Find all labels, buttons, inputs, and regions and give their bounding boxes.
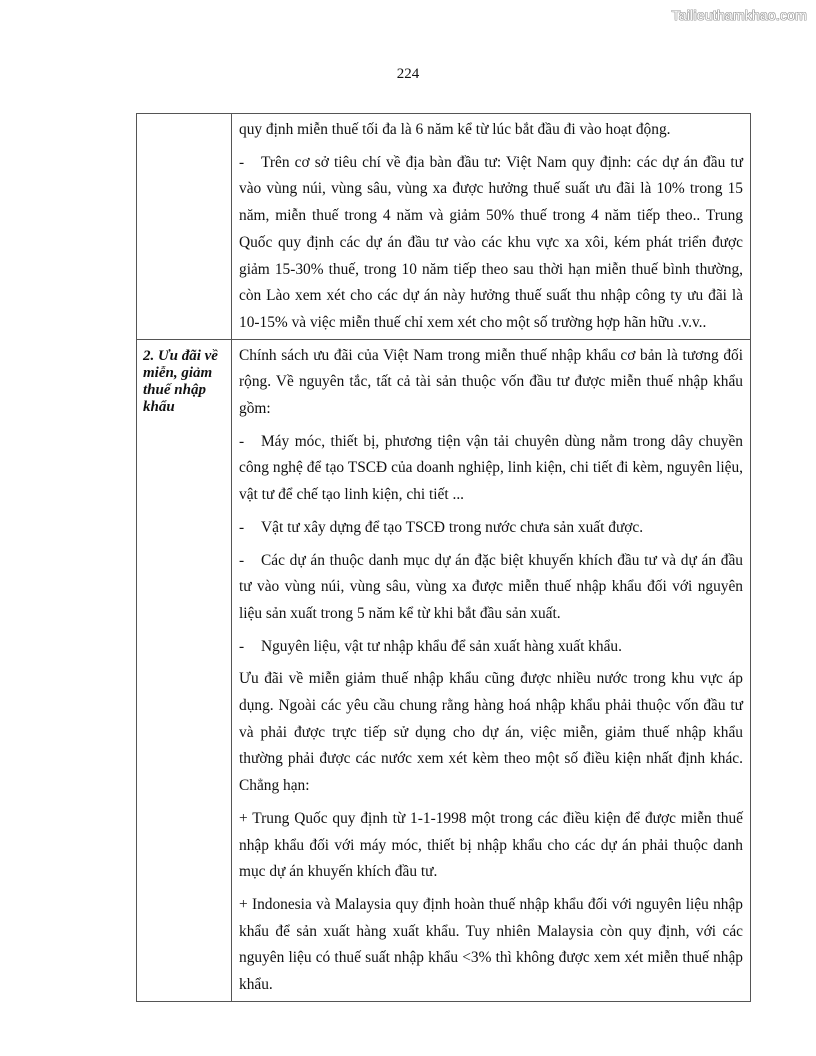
paragraph-text: Các dự án thuộc danh mục dự án đặc biệt khuyến khích đầu tư và dự án đầu tư vào vùng núi, vùng sâu, vùng xa được miễn thuế nhập khẩu đối với nguyên liệu sản xuất trong 5 năm kể từ khi bắt đầu sản xuất. — [239, 551, 743, 622]
paragraph-text: Ưu đãi về miễn giảm thuế nhập khẩu cũng được nhiều nước trong khu vực áp dụng. Ngoài các yêu cầu chung rằng hàng hoá nhập khẩu phải thuộc vốn đầu tư và phải được trực tiếp sử dụng cho dự án, việc miễn, giảm thuế nhập khẩu thường phải được các nước xem xét kèm theo một số điều kiện nhất định khác. Chẳng hạn: — [239, 670, 743, 795]
table-row — [137, 114, 751, 340]
row-label — [137, 114, 231, 122]
paragraph — [239, 806, 743, 886]
paragraph-text: Máy móc, thiết bị, phương tiện vận tải chuyên dùng nằm trong dây chuyền công nghệ để tạo TSCĐ của doanh nghiệp, linh kiện, chi tiết đi kèm, nguyên liệu, vật tư để chế tạo linh kiện, chi tiết ... — [239, 432, 743, 504]
bullet-dash: - — [239, 551, 245, 569]
bullet-dash: - — [239, 518, 245, 536]
watermark: Tailieuthamkhao.com — [671, 7, 807, 23]
paragraph-text: Chính sách ưu đãi của Việt Nam trong miễn thuế nhập khẩu cơ bản là tương đối rộng. Về nguyên tắc, tất cả tài sản thuộc vốn đầu tư được miễn thuế nhập khẩu gồm: — [239, 346, 743, 418]
paragraph-text: Trên cơ sở tiêu chí về địa bàn đầu tư: Việt Nam quy định: các dự án đầu tư vào vùng núi, vùng sâu, vùng xa được hưởng thuế suất ưu đãi là 10% trong 15 năm, miễn thuế trong 4 năm và giảm 50% thuế trong 4 năm tiếp theo.. Trung Quốc quy định các dự án đầu tư vào các khu vực xa xôi, kém phát triển được giảm 15-30% thuế, trong 10 năm tiếp theo sau thời hạn miễn thuế bình thường, còn Lào xem xét cho các dự án này hưởng thuế suất thu nhập công ty ưu đãi là 10-15% và việc miễn thuế chỉ xem xét cho một số trường hợp hãn hữu .v.v.. — [239, 153, 743, 331]
paragraph-text: Vật tư xây dựng để tạo TSCĐ trong nước chưa sản xuất được. — [261, 518, 644, 536]
page-number: 224 — [396, 66, 420, 82]
paragraph — [239, 666, 743, 800]
paragraph — [239, 343, 743, 423]
row-label: 2. Ưu đãi về miễn, giảm thuế nhập khẩu — [143, 347, 218, 415]
bullet-dash: - — [239, 153, 245, 171]
paragraph-text: quy định miễn thuế tối đa là 6 năm kể từ lúc bắt đầu đi vào hoạt động. — [239, 121, 671, 138]
row-label-cell — [137, 114, 232, 340]
bullet-paragraph — [239, 548, 743, 628]
row-content-cell — [232, 339, 751, 1001]
row-label-cell — [137, 339, 232, 1001]
paragraph-text: + Indonesia và Malaysia quy định hoàn thuế nhập khẩu đối với nguyên liệu nhập khẩu để sản xuất hàng xuất khẩu. Tuy nhiên Malaysia còn quy định, với các nguyên liệu có thuế suất nhập khẩu <3% thì không được xem xét miễn thuế nhập khẩu. — [239, 895, 743, 994]
bullet-paragraph — [239, 515, 743, 542]
content-table — [136, 113, 751, 1002]
bullet-paragraph — [239, 150, 743, 337]
paragraph — [239, 117, 743, 144]
bullet-paragraph — [239, 429, 743, 509]
bullet-dash: - — [239, 432, 245, 450]
bullet-dash: - — [239, 637, 245, 655]
table-row — [137, 339, 751, 1001]
paragraph — [239, 892, 743, 999]
row-content-cell — [232, 114, 751, 340]
paragraph-text: Nguyên liệu, vật tư nhập khẩu để sản xuất hàng xuất khẩu. — [261, 637, 622, 655]
paragraph-text: + Trung Quốc quy định từ 1-1-1998 một trong các điều kiện để được miễn thuế nhập khẩu đối với máy móc, thiết bị nhập khẩu cho các dự án phải thuộc danh mục dự án khuyến khích đầu tư. — [239, 809, 743, 881]
bullet-paragraph — [239, 634, 743, 661]
